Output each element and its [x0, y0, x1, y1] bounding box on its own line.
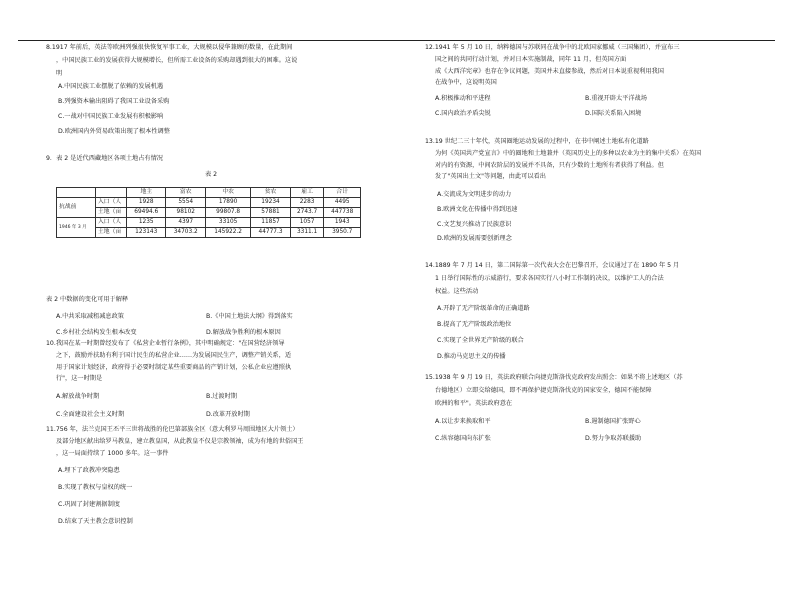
table-header-cell: 雇工	[290, 188, 324, 198]
table-cell: 69494.6	[127, 208, 166, 218]
question-14-option-a[interactable]: A.开辟了无产阶级革命的正确道路	[437, 305, 530, 313]
question-12-option-a[interactable]: A.积极推动和平进程	[435, 95, 491, 102]
question-8-stem-line: 8.1917 年前后，英法等欧洲列强很快恢复军事工业，大规模以侵华兼顾的数量，在此期间	[46, 44, 293, 51]
table-cell: 1928	[127, 198, 166, 208]
question-11-option-a[interactable]: A.埋下了政教冲突隐患	[58, 467, 120, 475]
question-12-option-row	[425, 110, 760, 118]
question-10-stem-line: 之下，鼓励并扶助有利于国计民生的私营企业……为发展国民生产，调整产销关系，适	[56, 351, 292, 359]
table-row	[57, 228, 361, 238]
question-13	[425, 138, 760, 243]
question-15-option-d[interactable]: D.努力争取苏联援助	[585, 435, 642, 442]
table-header-cell: 合计	[324, 188, 361, 198]
question-12-option-c[interactable]: C.国内政治矛盾尖锐	[435, 109, 491, 117]
question-10-stem-line: 用于国家计划经济，政府得于必要时制定某些重要商品的产销计划，公私企业应遵照执	[56, 363, 292, 371]
table-group-label: 1946 年 3 月	[57, 218, 96, 238]
question-12-option-row	[425, 95, 760, 103]
question-13-stem-line: 为何《英国共产党宣言》中的圈地和土地兼并（英国历史上的多种以农业为主的集中关系）在英国	[435, 149, 702, 157]
question-13-option-d[interactable]: D.欧洲的发展需要创新理念	[437, 235, 512, 243]
table-header-cell: 富农	[166, 188, 205, 198]
table-sub-label: 土地（亩	[96, 208, 127, 218]
question-13-option-b[interactable]: B.欧洲文化在传播中得到迅速	[437, 205, 518, 213]
question-10-option-d[interactable]: D.改革开放时期	[206, 410, 250, 418]
question-14-stem-line: 1 日举行国际性的示威游行，要求各国实行八小时工作制的决议，以维护工人的合法	[435, 274, 664, 282]
table-cell: 4397	[166, 218, 205, 228]
question-11-stem-line: 及部分地区献出给罗马教皇，建立教皇国，从此教皇不仅是宗教领袖，成为有地的世俗国王	[56, 437, 304, 445]
question-14	[425, 262, 760, 360]
question-11-option-d[interactable]: D.结束了天主教会意识控制	[58, 517, 133, 525]
table-cell: 98102	[166, 208, 205, 218]
question-11-option-c[interactable]: C.巩固了封建割据制度	[58, 500, 120, 508]
question-13-stem-line: 发了"英国出土文"等问题，由此可以看出	[435, 173, 546, 181]
question-15-option-a[interactable]: A.以让步来换取和平	[435, 418, 491, 426]
question-10-option-c[interactable]: C.全面建设社会主义时期	[56, 410, 125, 418]
question-15-stem-line: 欧洲的和平"。英法政府意在	[435, 399, 513, 407]
table-cell: 1943	[324, 218, 361, 228]
table-cell: 57881	[251, 208, 290, 218]
table-2	[56, 187, 361, 238]
question-15-option-b[interactable]: B.遏制德国扩张野心	[585, 418, 641, 426]
question-8-stem-line: ，中国民族工业的发展获得大规模增长，但所需工业设备的采购却遇到很大的困难。这说	[56, 56, 298, 64]
question-10-stem-line: 行"，这一时期是	[56, 375, 103, 383]
table-row	[57, 198, 361, 208]
question-15-option-row	[425, 435, 760, 443]
question-12-stem-line: 在战争中，这说明英国	[435, 79, 497, 87]
table-cell: 145922.2	[205, 228, 250, 238]
table-cell: 3950.7	[324, 228, 361, 238]
question-9-options	[46, 296, 366, 336]
question-9-option-b[interactable]: B.《中国土地法大纲》得到落实	[206, 312, 293, 320]
question-9	[46, 155, 366, 163]
table-header-cell: 地主	[127, 188, 166, 198]
table-cell: 123143	[127, 228, 166, 238]
table-sub-label: 入口（人	[96, 198, 127, 208]
header-rule	[18, 40, 775, 41]
question-9-option-a[interactable]: A.中共采取减租减息政策	[56, 312, 124, 320]
table-header-row	[57, 188, 361, 198]
table-header-cell: 贫农	[251, 188, 290, 198]
table-sub-label: 土地（亩	[96, 228, 127, 238]
table-header-cell	[96, 188, 127, 198]
table-group-label: 抗战前	[57, 198, 96, 218]
question-14-option-c[interactable]: C.实现了全世界无产阶级的联合	[437, 336, 524, 344]
table-row	[57, 218, 361, 228]
question-15-stem-line: 台德地区）立即交给德国，即不再保护捷克斯洛伐克的国家安全，德国不能保障	[435, 386, 652, 394]
question-8-option-b[interactable]: B.列强资本输出阻碍了我国工业设备采购	[58, 98, 170, 105]
table-header-cell	[57, 188, 96, 198]
table-sub-label: 入口（人	[96, 218, 127, 228]
question-10-option-b[interactable]: B.过渡时期	[206, 393, 237, 400]
table-cell: 447738	[324, 208, 361, 218]
question-14-option-b[interactable]: B.提高了无产阶级政治地位	[437, 321, 512, 328]
table-cell: 2743.7	[290, 208, 324, 218]
question-11-stem-line: 11.756 年，法兰克国王丕平三世将战胜的伦巴第部族全区（意大利罗马周围地区大片领土）	[46, 426, 299, 433]
question-13-option-c[interactable]: C.文艺复兴推动了民族意识	[437, 220, 512, 228]
table-2-title: 表 2	[204, 171, 218, 178]
table-cell: 44777.3	[251, 228, 290, 238]
question-10-option-row	[46, 411, 366, 419]
table-cell: 5554	[166, 198, 205, 208]
question-12-option-d[interactable]: D.国际关系陷入困境	[585, 109, 642, 117]
table-cell: 17890	[205, 198, 250, 208]
question-12-stem-line: 国之间的共同行动计划，并对日本实施制裁，同年 11 月，但英国方面	[435, 55, 627, 63]
table-cell: 19234	[251, 198, 290, 208]
question-15-option-row	[425, 418, 760, 426]
question-8-option-d[interactable]: D.欧洲国内外贸易政策出现了根本性调整	[58, 127, 170, 135]
question-11-option-b[interactable]: B.实现了教权与皇权的统一	[58, 484, 133, 491]
question-12-stem-line: 12.1941 年 5 月 10 日，纳粹德国与苏联同在战争中的北欧国家挪威（三国集团），并宣布三	[425, 44, 680, 51]
question-9-lead: 表 2 中数据的变化可用于解释	[46, 296, 129, 303]
question-10-option-a[interactable]: A.解放战争时期	[56, 393, 100, 400]
table-cell: 2283	[290, 198, 324, 208]
question-11-stem-line: ，这一局面持续了 1000 多年。这一事件	[56, 449, 169, 457]
table-header-cell: 中农	[205, 188, 250, 198]
question-14-option-d[interactable]: D.推动马克思主义的传播	[437, 352, 506, 360]
table-cell: 33105	[205, 218, 250, 228]
question-14-stem-line: 14.1889 年 7 月 14 日，第二国际第一次代表大会在巴黎召开，会议通过了在 1890 年 5 月	[425, 262, 680, 269]
table-cell: 1235	[127, 218, 166, 228]
question-10-option-row	[46, 393, 366, 401]
question-13-option-a[interactable]: A.交流成为文明进步的动力	[437, 191, 512, 198]
question-8-option-a[interactable]: A.中国民族工业摆脱了依赖的发展机遇	[58, 83, 164, 91]
question-10-stem-line: 10.我国在某一时期曾经发布了《私营企业暂行条例》，其中明确规定："在国营经济领导	[46, 340, 285, 347]
question-9-option-d[interactable]: D.解放战争胜利的根本原因	[206, 328, 281, 336]
table-row	[57, 208, 361, 218]
question-9-option-row	[46, 313, 366, 321]
question-8-option-c[interactable]: C.一战对中国民族工业发展有积极影响	[58, 112, 164, 120]
table-cell: 34703.2	[166, 228, 205, 238]
question-12-stem-line: 成《大西洋宪章》也存在争议问题，美国并未直接参战，然后对日本说重视利用我国	[435, 67, 664, 75]
question-13-stem-line: 13.19 世纪二三十年代，英国圈地运动发展的过程中，在书中阐述土地私有化道路	[425, 138, 649, 145]
question-15-option-c[interactable]: C.纵容德国向东扩张	[435, 435, 491, 442]
question-15	[425, 374, 760, 443]
question-9-option-c[interactable]: C.乡村社会结构发生根本改变	[56, 328, 137, 336]
question-8	[46, 44, 366, 135]
table-cell: 99807.8	[205, 208, 250, 218]
table-cell: 11857	[251, 218, 290, 228]
question-11	[46, 426, 366, 525]
question-15-stem-line: 15.1938 年 9 月 19 日，英法政府联合向捷克斯洛伐克政府发出照会：如果不将上述地区（苏	[425, 374, 683, 381]
question-13-stem-line: 对内的有资源，中间农阶层的发展并不具备，只有少数的土地所有者获得了利益。但	[435, 161, 664, 169]
question-14-stem-line: 权益。这些活动	[435, 287, 479, 295]
table-cell: 4495	[324, 198, 361, 208]
question-9-option-row	[46, 329, 366, 337]
question-9-stem: 9．表 2 是近代西藏地区各项土地占有情况	[46, 155, 163, 162]
table-cell: 1057	[290, 218, 324, 228]
question-8-stem-line: 明	[56, 69, 63, 77]
table-cell: 3311.1	[290, 228, 324, 238]
question-12	[425, 44, 760, 118]
question-12-option-b[interactable]: B.重视开辟太平洋战场	[585, 95, 647, 102]
question-10	[46, 340, 366, 419]
